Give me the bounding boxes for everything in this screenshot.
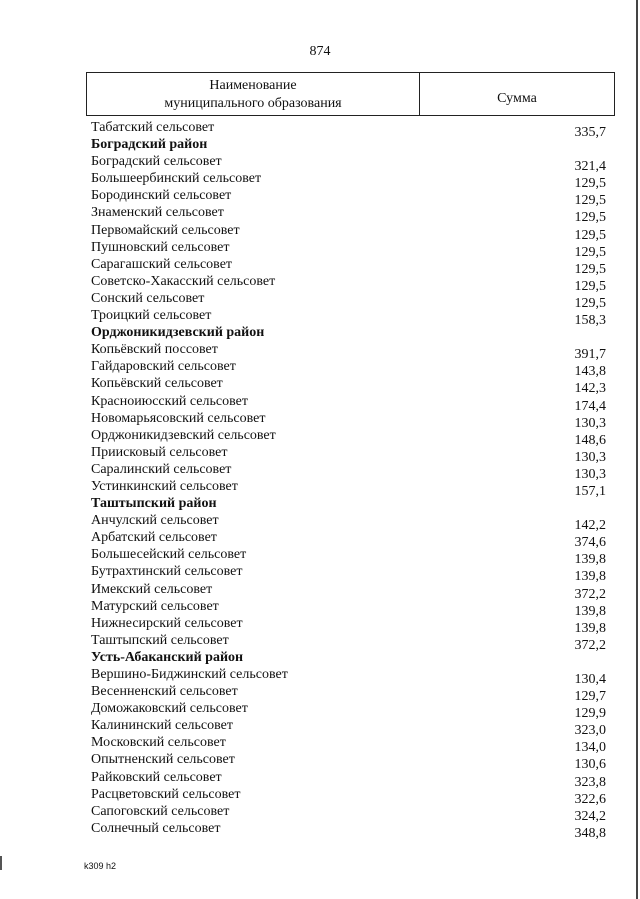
municipality-name: Доможаковский сельсовет: [91, 701, 248, 717]
table-row: [86, 256, 606, 277]
header-sum-column: Сумма: [497, 91, 537, 106]
sum-value: 142,3: [574, 381, 606, 397]
header-name-line2: муниципального образования: [164, 96, 342, 111]
municipality-name: Большесейский сельсовет: [91, 547, 247, 563]
sum-value: 129,5: [574, 176, 606, 192]
district-name: Усть-Абаканский район: [91, 649, 244, 665]
table-row: [86, 632, 606, 653]
sum-value: 391,7: [574, 347, 606, 363]
table-row: [86, 581, 606, 602]
table-row: [86, 222, 606, 243]
sum-value: 148,6: [574, 432, 606, 448]
district-heading-row: [86, 650, 606, 667]
municipality-name: Весенненский сельсовет: [91, 684, 238, 700]
table-row: [86, 239, 606, 260]
municipality-name: Гайдаровский сельсовет: [91, 359, 236, 375]
table-row: [86, 718, 606, 739]
sum-value: 129,5: [574, 278, 606, 294]
municipality-name: Приисковый сельсовет: [91, 444, 228, 460]
municipality-name: Табатский сельсовет: [91, 120, 215, 135]
table-row: [86, 154, 606, 175]
municipality-name: Солнечный сельсовет: [91, 820, 221, 836]
sum-value: 130,3: [574, 449, 606, 465]
sum-value: 129,9: [574, 706, 606, 722]
municipality-name: Советско-Хакасский сельсовет: [91, 273, 276, 289]
table-row: [86, 478, 606, 499]
sum-value: 322,6: [574, 791, 606, 807]
municipality-name: Красноиюсский сельсовет: [91, 393, 248, 409]
table-row: [86, 752, 606, 773]
municipality-name: Троицкий сельсовет: [91, 308, 212, 324]
municipality-name: Знаменский сельсовет: [91, 205, 224, 221]
sum-value: 129,5: [574, 244, 606, 260]
district-heading-row: [86, 496, 606, 513]
sum-value: 139,8: [574, 620, 606, 636]
table-row: [86, 786, 606, 807]
sum-value: 323,0: [574, 723, 606, 739]
district-name: Орджоникидзевский район: [91, 325, 265, 341]
municipality-name: Имекский сельсовет: [91, 581, 213, 597]
header-name-line1: Наименование: [209, 78, 297, 93]
municipality-name: Таштыпский сельсовет: [91, 632, 229, 648]
municipality-name: Сарагашский сельсовет: [91, 256, 233, 272]
table-header: [86, 72, 615, 116]
sum-value: 348,8: [574, 825, 606, 841]
sum-value: 372,2: [574, 586, 606, 602]
municipality-name: Первомайский сельсовет: [91, 222, 240, 238]
table-row: [86, 342, 606, 363]
municipality-name: Саралинский сельсовет: [91, 461, 232, 477]
scan-edge-mark: [0, 856, 2, 870]
table-row: [86, 803, 606, 824]
sum-value: 129,5: [574, 227, 606, 243]
sum-value: 323,8: [574, 774, 606, 790]
sum-value: 372,2: [574, 637, 606, 653]
sum-value: 130,4: [574, 672, 606, 687]
table-row: [86, 393, 606, 414]
table-row: [86, 171, 606, 192]
table-row: [86, 701, 606, 722]
table-row: [86, 120, 606, 140]
municipality-name: Сапоговский сельсовет: [91, 803, 230, 819]
table-row: [86, 188, 606, 209]
sum-value: 335,7: [574, 125, 606, 140]
table-row: [86, 410, 606, 431]
table-row: [86, 359, 606, 380]
table-row: [86, 273, 606, 294]
municipality-name: Матурский сельсовет: [91, 598, 219, 614]
sum-value: 134,0: [574, 740, 606, 756]
district-name: Таштыпский район: [91, 496, 217, 512]
table-row: [86, 530, 606, 551]
sum-value: 158,3: [574, 313, 606, 329]
municipality-name: Калининский сельсовет: [91, 718, 233, 734]
scan-edge-line: [636, 0, 638, 899]
header-name-column: [87, 73, 420, 115]
sum-value: 374,6: [574, 535, 606, 551]
municipality-name: Арбатский сельсовет: [91, 530, 217, 546]
sum-value: 321,4: [574, 159, 606, 175]
table-row: [86, 667, 606, 687]
municipality-name: Вершино-Биджинский сельсовет: [91, 667, 288, 682]
municipality-name: Бородинский сельсовет: [91, 188, 232, 204]
table-row: [86, 547, 606, 568]
district-heading-row: [86, 325, 606, 342]
sum-value: 130,6: [574, 757, 606, 773]
table-body: [86, 120, 606, 841]
district-heading-row: [86, 137, 606, 154]
sum-value: 139,8: [574, 569, 606, 585]
page-number: 874: [309, 44, 331, 59]
district-name: Боградский район: [91, 137, 208, 153]
municipality-name: Новомарьясовский сельсовет: [91, 410, 266, 426]
sum-value: 129,5: [574, 261, 606, 277]
sum-value: 130,3: [574, 415, 606, 431]
table-row: [86, 735, 606, 756]
municipality-name: Большеербинский сельсовет: [91, 171, 262, 187]
table-row: [86, 598, 606, 619]
footer-code: k309 h2: [84, 861, 117, 871]
sum-value: 129,5: [574, 210, 606, 226]
table-row: [86, 820, 606, 841]
municipality-name: Пушновский сельсовет: [91, 239, 230, 255]
sum-value: 130,3: [574, 466, 606, 482]
municipality-name: Московский сельсовет: [91, 735, 226, 751]
sum-value: 129,5: [574, 295, 606, 311]
table-row: [86, 769, 606, 790]
sum-value: 174,4: [574, 398, 606, 414]
municipality-name: Бутрахтинский сельсовет: [91, 564, 243, 580]
municipality-name: Райковский сельсовет: [91, 769, 222, 785]
sum-value: 139,8: [574, 603, 606, 619]
table-row: [86, 444, 606, 465]
municipality-name: Боградский сельсовет: [91, 154, 222, 170]
table-row: [86, 308, 606, 329]
table-row: [86, 205, 606, 226]
sum-value: 143,8: [574, 364, 606, 380]
sum-value: 142,2: [574, 518, 606, 534]
table-row: [86, 615, 606, 636]
sum-value: 129,7: [574, 689, 606, 705]
sum-value: 324,2: [574, 808, 606, 824]
municipality-name: Анчулский сельсовет: [91, 513, 219, 529]
municipality-name: Расцветовский сельсовет: [91, 786, 241, 802]
table-row: [86, 290, 606, 311]
municipality-name: Опытненский сельсовет: [91, 752, 235, 768]
table-row: [86, 684, 606, 705]
table-row: [86, 427, 606, 448]
sum-value: 139,8: [574, 552, 606, 568]
sum-value: 157,1: [574, 483, 606, 499]
municipality-name: Копьёвский поссовет: [91, 342, 218, 358]
sum-value: 129,5: [574, 193, 606, 209]
municipality-name: Нижнесирский сельсовет: [91, 615, 243, 631]
municipality-name: Сонский сельсовет: [91, 290, 205, 306]
table-row: [86, 376, 606, 397]
municipality-name: Устинкинский сельсовет: [91, 478, 238, 494]
table-row: [86, 564, 606, 585]
table-row: [86, 513, 606, 534]
municipality-name: Копьёвский сельсовет: [91, 376, 223, 392]
municipality-name: Орджоникидзевский сельсовет: [91, 427, 276, 443]
table-row: [86, 461, 606, 482]
